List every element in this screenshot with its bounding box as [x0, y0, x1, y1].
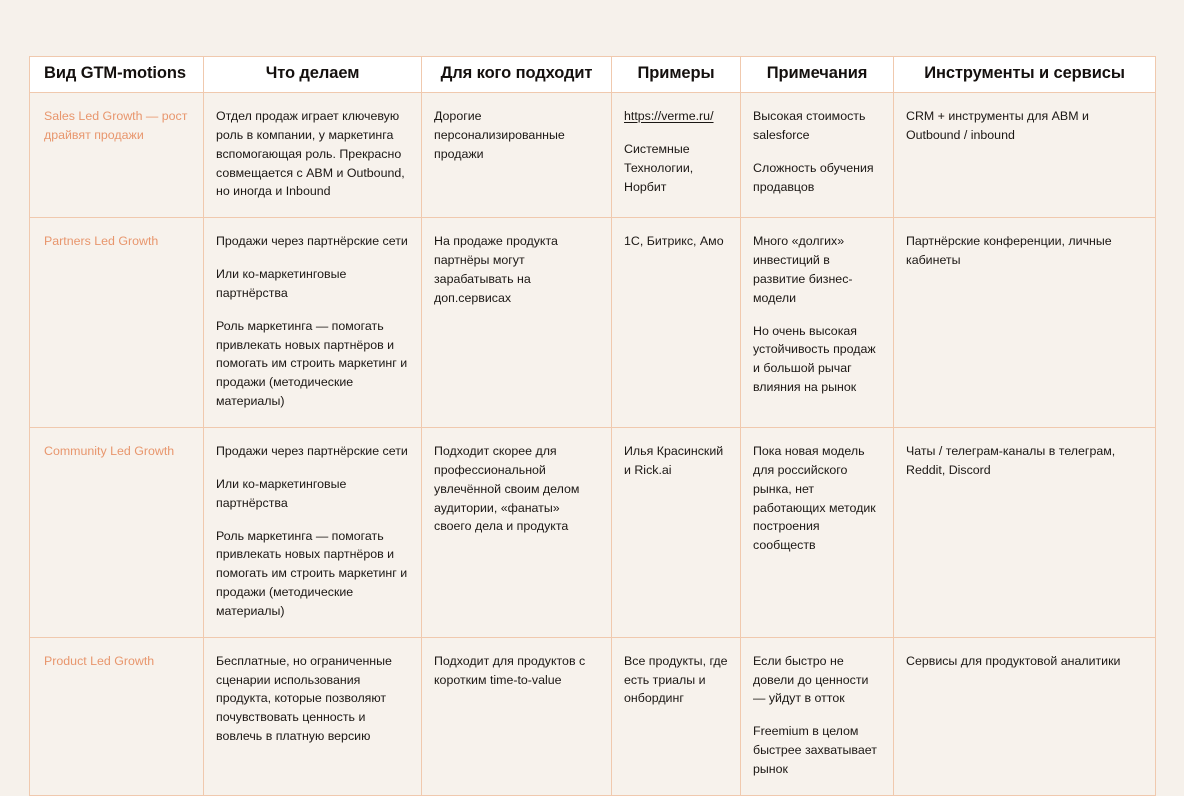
paragraph: Если быстро не довели до ценности — уйдут в отток	[753, 653, 869, 706]
cell-notes	[741, 93, 894, 218]
paragraph: Отдел продаж играет ключевую роль в компании, у маркетинга вспомогающая роль. Прекрасно совмещается с ABM и Outbound, но иногда и Inbound	[216, 109, 405, 199]
column-header-who-it-fits: Для кого подходит	[422, 57, 612, 93]
cell-notes	[741, 427, 894, 637]
motion-label: Sales Led Growth — рост драйвят продажи	[30, 93, 204, 218]
table-header	[30, 57, 1156, 93]
column-header-notes: Примечания	[741, 57, 894, 93]
table-row	[30, 218, 1156, 428]
paragraph: Чаты / телеграм-каналы в телеграм, Reddit, Discord	[906, 443, 1116, 477]
paragraph: Пока новая модель для российского рынка, нет работающих методик построения сообществ	[753, 443, 876, 553]
cell-who-it-fits	[422, 427, 612, 637]
header-row	[30, 57, 1156, 93]
paragraph: Продажи через партнёрские сети	[216, 234, 408, 249]
cell-who-it-fits	[422, 218, 612, 428]
paragraph: Партнёрские конференции, личные кабинеты	[906, 234, 1112, 268]
cell-what-we-do	[204, 637, 422, 795]
column-header-examples: Примеры	[612, 57, 741, 93]
column-header-tools-and-services: Инструменты и сервисы	[894, 57, 1156, 93]
table-row	[30, 427, 1156, 637]
paragraph: Подходит для продуктов с коротким time-to-value	[434, 653, 586, 687]
paragraph: 1С, Битрикс, Амо	[624, 234, 724, 249]
cell-examples	[612, 637, 741, 795]
paragraph: Много «долгих» инвестиций в развитие бизнес-модели	[753, 234, 853, 305]
motion-label: Community Led Growth	[30, 427, 204, 637]
paragraph: Freemium в целом быстрее захватывает рынок	[753, 724, 877, 776]
column-header-what-we-do: Что делаем	[204, 57, 422, 93]
paragraph: Сервисы для продуктовой аналитики	[906, 653, 1121, 668]
example-link[interactable]: https://verme.ru/	[624, 109, 714, 123]
cell-tools-and-services	[894, 637, 1156, 795]
cell-what-we-do	[204, 93, 422, 218]
paragraph: Или ко-маркетинговые партнёрства	[216, 267, 347, 300]
cell-what-we-do	[204, 427, 422, 637]
paragraph: CRM + инструменты для ABM и Outbound / inbound	[906, 109, 1089, 142]
cell-who-it-fits	[422, 93, 612, 218]
paragraph: Все продукты, где есть триалы и онбординг	[624, 653, 728, 706]
cell-tools-and-services	[894, 93, 1156, 218]
table-row	[30, 637, 1156, 795]
cell-examples	[612, 93, 741, 218]
paragraph: Или ко-маркетинговые партнёрства	[216, 476, 347, 510]
table-body	[30, 93, 1156, 796]
cell-notes	[741, 218, 894, 428]
motion-label: Partners Led Growth	[30, 218, 204, 428]
paragraph: Бесплатные, но ограниченные сценарии использования продукта, которые позволяют почувствовать ценность и вовлечь в платную версию	[216, 653, 392, 744]
cell-tools-and-services	[894, 218, 1156, 428]
paragraph: Роль маркетинга — помогать привлекать новых партнёров и помогать им строить маркетинг и продажи (методические материалы)	[216, 528, 408, 618]
column-header-gtm-motion-type: Вид GTM-motions	[30, 57, 204, 93]
cell-who-it-fits	[422, 637, 612, 795]
table-row	[30, 93, 1156, 218]
gtm-motions-table	[29, 56, 1156, 796]
paragraph: Системные Технологии, Норбит	[624, 141, 694, 194]
paragraph: Дорогие персонализированные продажи	[434, 109, 565, 161]
paragraph: Сложность обучения продавцов	[753, 160, 874, 194]
paragraph	[624, 107, 728, 126]
paragraph: На продаже продукта партнёры могут зарабатывать на доп.сервисах	[434, 234, 558, 305]
paragraph: Продажи через партнёрские сети	[216, 443, 408, 458]
cell-notes	[741, 637, 894, 795]
cell-examples	[612, 427, 741, 637]
paragraph: Подходит скорее для профессиональной увлечённой своим делом аудитории, «фанаты» своего дела и продукта	[434, 443, 580, 534]
cell-tools-and-services	[894, 427, 1156, 637]
cell-examples	[612, 218, 741, 428]
paragraph: Илья Красинский и Rick.ai	[624, 443, 724, 477]
paragraph: Высокая стоимость salesforce	[753, 109, 866, 142]
motion-label: Product Led Growth	[30, 637, 204, 795]
paragraph: Роль маркетинга — помогать привлекать новых партнёров и помогать им строить маркетинг и продажи (методические материалы)	[216, 318, 408, 409]
paragraph: Но очень высокая устойчивость продаж и большой рычаг влияния на рынок	[753, 323, 876, 395]
cell-what-we-do	[204, 218, 422, 428]
